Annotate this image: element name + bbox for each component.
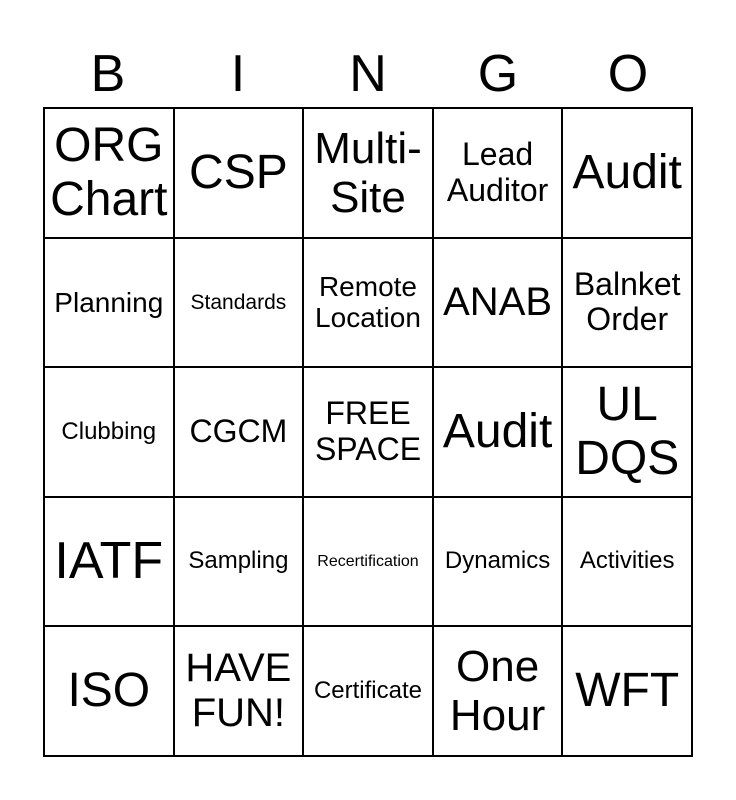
bingo-cell-r4-c5[interactable]: [562, 497, 692, 627]
bingo-cell-r2-c5[interactable]: [562, 238, 692, 368]
bingo-cell-r2-c3[interactable]: [303, 238, 433, 368]
cell-label: Audit: [572, 145, 682, 199]
cell-label: Sampling: [188, 547, 289, 575]
cell-label: Clubbing: [61, 417, 157, 445]
bingo-cell-r5-c4[interactable]: [433, 626, 563, 756]
cell-label: Multi- Site: [314, 123, 422, 222]
bingo-cell-r2-c4[interactable]: [433, 238, 563, 368]
cell-label: WFT: [575, 664, 680, 718]
bingo-cell-r1-c3[interactable]: [303, 108, 433, 238]
bingo-cell-r1-c4[interactable]: [433, 108, 563, 238]
cell-label: Activities: [579, 547, 675, 575]
bingo-cell-r5-c1[interactable]: [44, 626, 174, 756]
cell-label: One Hour: [449, 641, 546, 741]
cell-label: Planning: [54, 286, 164, 318]
cell-label: ORG Chart: [50, 119, 168, 226]
cell-label: Lead Auditor: [446, 135, 549, 208]
bingo-cell-r5-c5[interactable]: [562, 626, 692, 756]
cell-label: ANAB: [443, 279, 553, 324]
cell-label: HAVE FUN!: [185, 646, 292, 736]
bingo-cell-r3-c1[interactable]: [44, 367, 174, 497]
cell-label: Remote Location: [315, 271, 421, 334]
cell-label: Standards: [190, 290, 287, 314]
bingo-cell-r3-c2[interactable]: [174, 367, 304, 497]
header-letter-g: G: [477, 45, 519, 103]
bingo-cell-r2-c2[interactable]: [174, 238, 304, 368]
bingo-cell-r1-c2[interactable]: [174, 108, 304, 238]
header-letter-o: O: [607, 45, 649, 103]
bingo-board: [43, 107, 693, 757]
header-letter-b: B: [90, 45, 126, 103]
bingo-cell-r3-c5[interactable]: [562, 367, 692, 497]
cell-label: CSP: [189, 145, 288, 199]
header-letter-n: N: [349, 45, 387, 103]
cell-label: CGCM: [189, 413, 288, 450]
cell-label: Balnket Order: [573, 265, 681, 338]
cell-label: Certificate: [313, 676, 423, 704]
bingo-cell-r4-c1[interactable]: [44, 497, 174, 627]
bingo-cell-r4-c3[interactable]: [303, 497, 433, 627]
cell-label: ISO: [67, 664, 151, 718]
bingo-header: [43, 40, 693, 108]
cell-label: UL DQS: [575, 378, 680, 485]
bingo-cell-r4-c4[interactable]: [433, 497, 563, 627]
cell-label: Dynamics: [444, 547, 551, 575]
cell-label: FREE SPACE: [314, 395, 422, 467]
bingo-cell-r4-c2[interactable]: [174, 497, 304, 627]
cell-label: IATF: [54, 532, 164, 591]
bingo-cell-free-space[interactable]: [303, 367, 433, 497]
cell-label: Audit: [442, 405, 553, 459]
bingo-cell-r3-c4[interactable]: [433, 367, 563, 497]
bingo-cell-r5-c3[interactable]: [303, 626, 433, 756]
bingo-cell-r2-c1[interactable]: [44, 238, 174, 368]
bingo-cell-r1-c5[interactable]: [562, 108, 692, 238]
cell-label: Recertification: [317, 552, 419, 570]
bingo-cell-r1-c1[interactable]: [44, 108, 174, 238]
bingo-cell-r5-c2[interactable]: [174, 626, 304, 756]
header-letter-i: I: [230, 45, 246, 103]
